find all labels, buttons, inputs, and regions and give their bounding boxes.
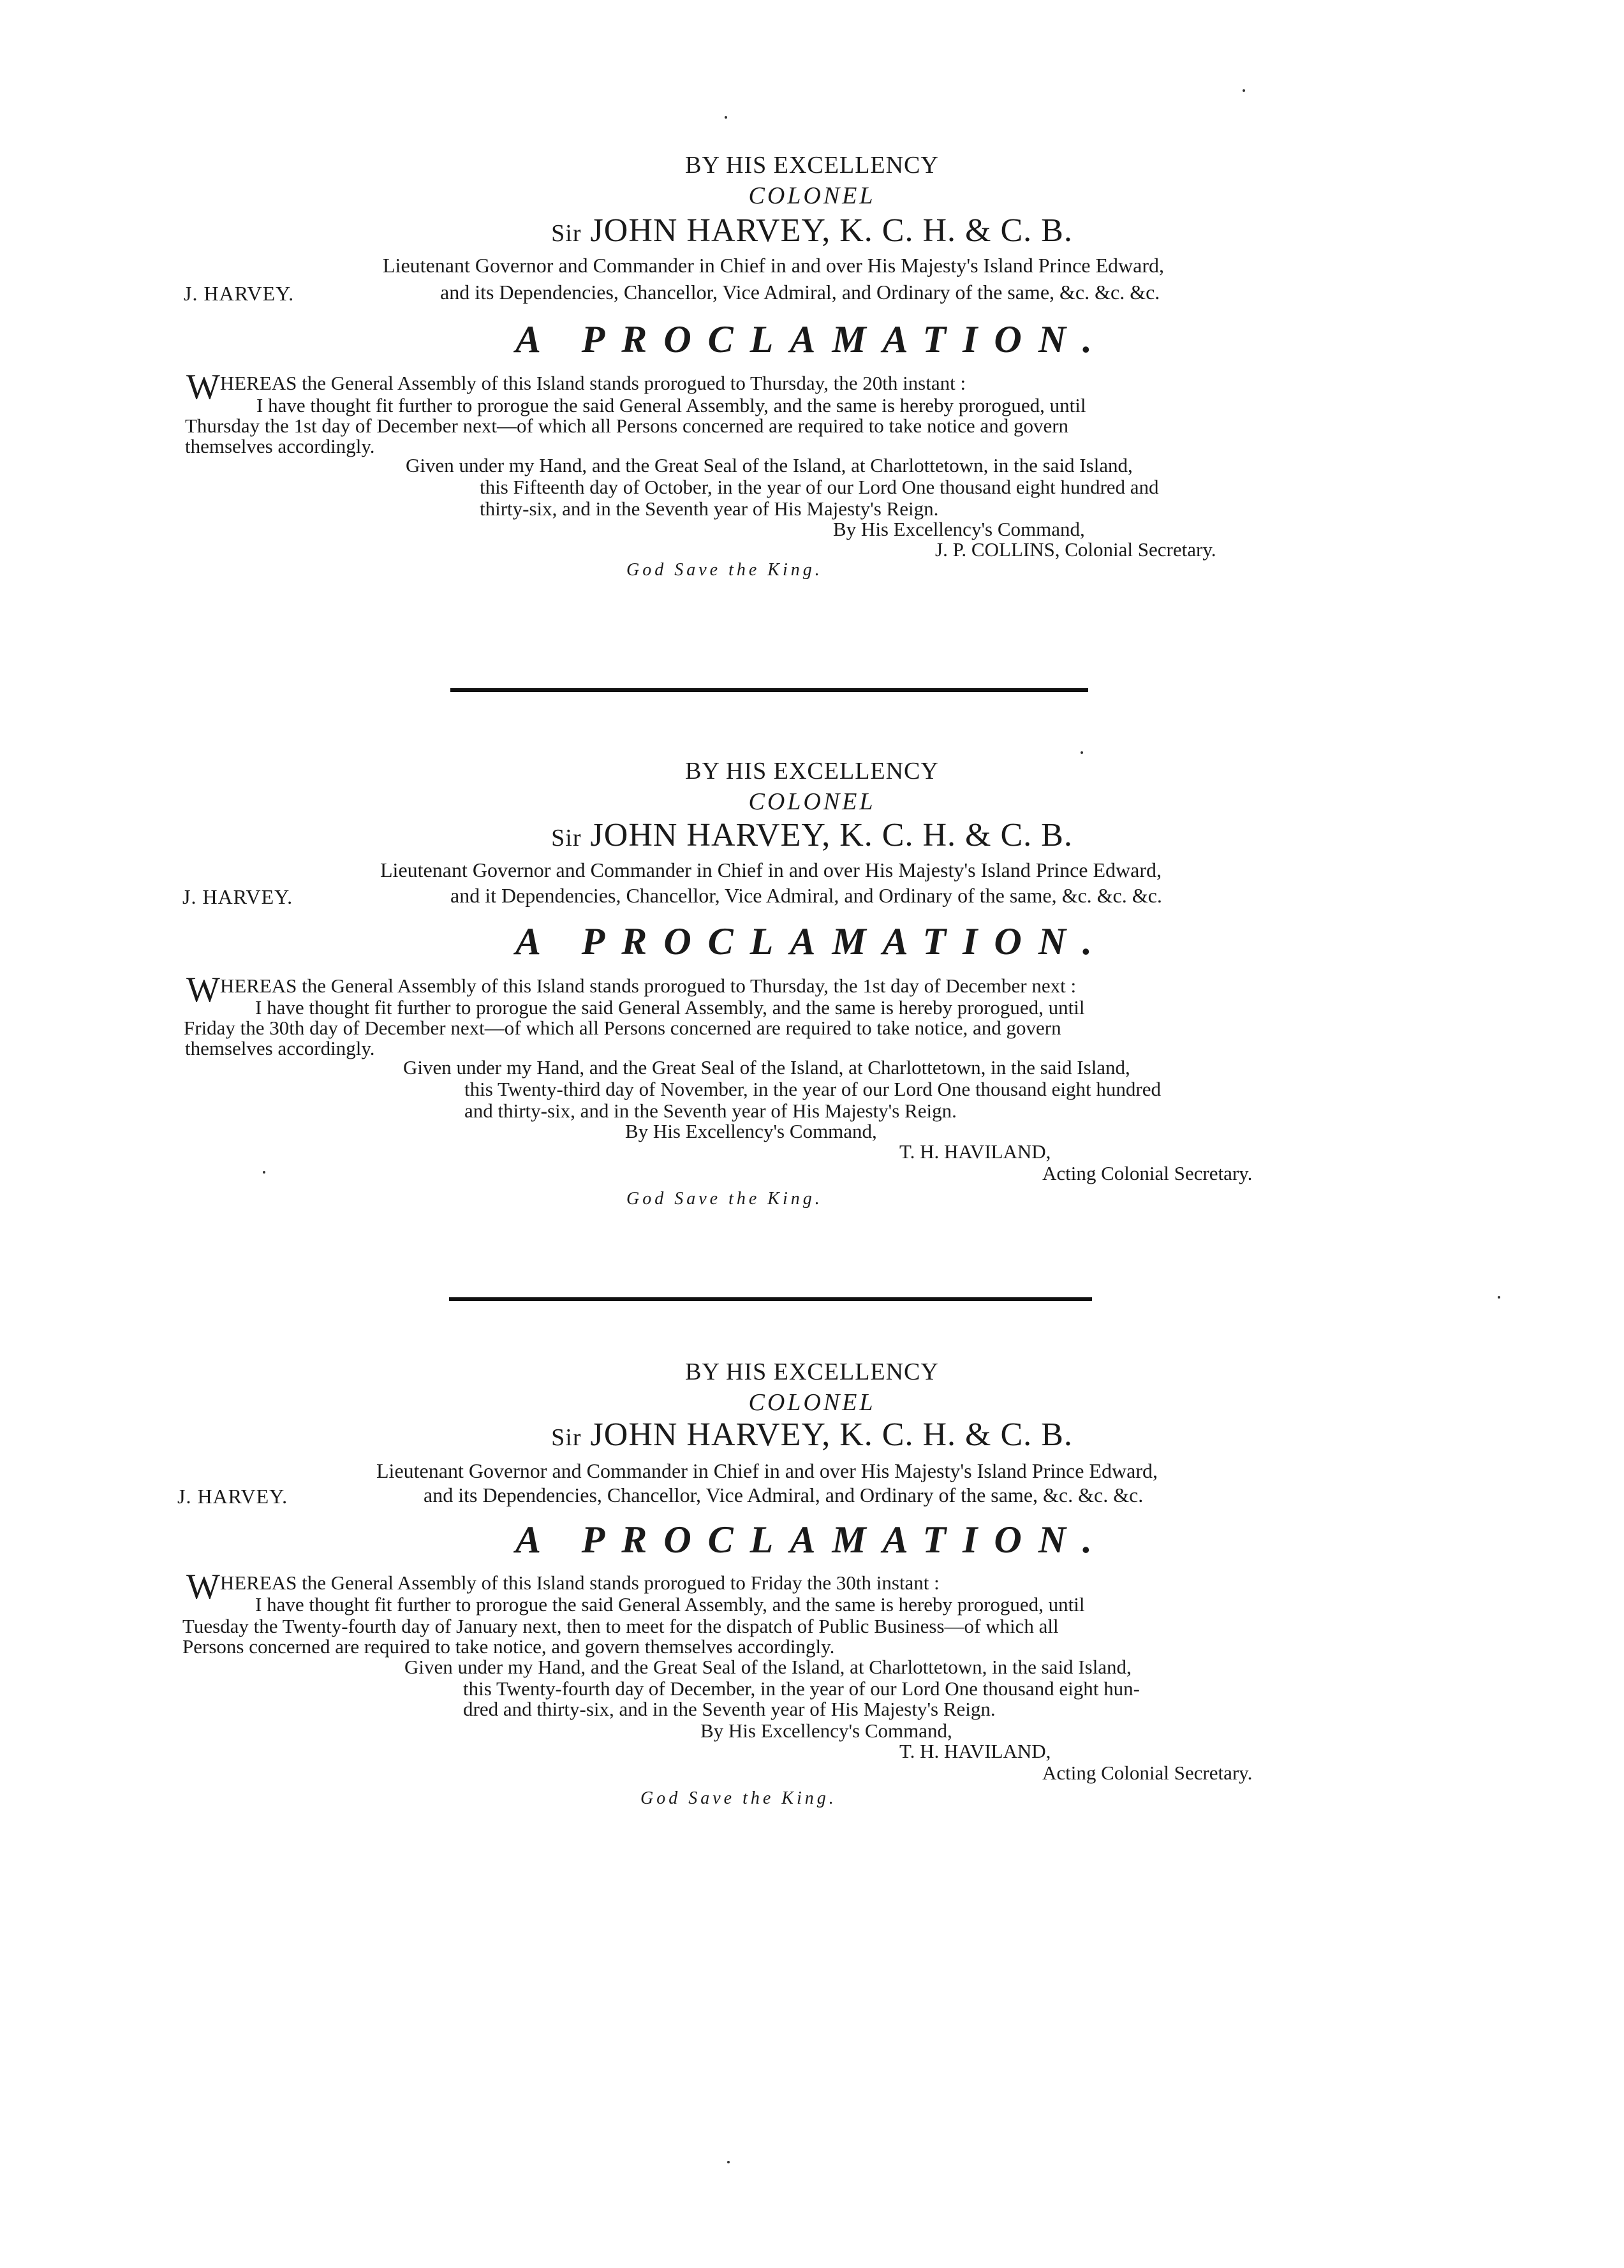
print-speck [1243, 89, 1245, 92]
body-line-2: I have thought fit further to prorogue the said General Assembly, and the same is hereby prorogued, until [255, 1593, 1085, 1616]
governor-signature: J. HARVEY. [177, 1485, 288, 1508]
body-line-4: themselves accordingly. [185, 435, 375, 457]
proclamation-heading: A PROCLAMATION. [515, 920, 1109, 962]
body-line-4: Persons concerned are required to take notice, and govern themselves accordingly. [182, 1635, 835, 1658]
secretary-title: Acting Colonial Secretary. [1042, 1762, 1253, 1784]
god-save-the-king: God Save the King. [626, 560, 823, 580]
proclamation-heading: A PROCLAMATION. [515, 318, 1109, 360]
name-prefix: Sir [551, 1424, 582, 1451]
secretary-name: T. H. HAVILAND, [899, 1140, 1051, 1163]
title-line-2: and its Dependencies, Chancellor, Vice Admiral, and Ordinary of the same, &c. &c. &c. [424, 1484, 1144, 1506]
title-line-2: and it Dependencies, Chancellor, Vice Admiral, and Ordinary of the same, &c. &c. &c. [450, 884, 1162, 907]
print-speck [1498, 1296, 1500, 1299]
print-speck [263, 1171, 265, 1174]
body-text: HEREAS the General Assembly of this Island stands prorogued to Friday the 30th instant : [219, 1572, 940, 1594]
body-text: HEREAS the General Assembly of this Island stands prorogued to Thursday, the 20th instant : [219, 372, 966, 394]
print-speck [1081, 751, 1083, 754]
by-command: By His Excellency's Command, [700, 1719, 952, 1742]
drop-cap: W [186, 367, 220, 407]
governor-name [0, 819, 1624, 852]
by-his-excellency: BY HIS EXCELLENCY [685, 152, 939, 179]
drop-cap: W [186, 970, 220, 1010]
body-text: HEREAS the General Assembly of this Island stands prorogued to Thursday, the 1st day of December next : [219, 975, 1077, 997]
given-line-1: Given under my Hand, and the Great Seal of the Island, at Charlottetown, in the said Island, [406, 454, 1133, 476]
body-line-3: Thursday the 1st day of December next—of which all Persons concerned are required to take notice and govern [185, 415, 1069, 437]
secretary-name: T. H. HAVILAND, [899, 1740, 1051, 1762]
divider-rule [449, 1297, 1092, 1301]
given-line-2: this Fifteenth day of October, in the year of our Lord One thousand eight hundred and [480, 476, 1159, 498]
given-line-2: this Twenty-third day of November, in the year of our Lord One thousand eight hundred [464, 1078, 1161, 1100]
colonel-label: COLONEL [748, 788, 876, 815]
secretary-name: J. P. COLLINS, Colonial Secretary. [935, 538, 1216, 561]
governor-signature: J. HARVEY. [184, 282, 295, 305]
body-line-2: I have thought fit further to prorogue the said General Assembly, and the same is hereby prorogued, until [255, 996, 1085, 1019]
by-his-excellency: BY HIS EXCELLENCY [685, 758, 939, 784]
body-line-4: themselves accordingly. [185, 1037, 375, 1059]
proclamation-heading: A PROCLAMATION. [515, 1519, 1109, 1561]
given-line-3: dred and thirty-six, and in the Seventh year of His Majesty's Reign. [463, 1698, 996, 1720]
god-save-the-king: God Save the King. [626, 1189, 823, 1209]
title-line-1: Lieutenant Governor and Commander in Chief in and over His Majesty's Island Prince Edward, [380, 858, 1162, 881]
name-main: JOHN HARVEY, K. C. H. & C. B. [581, 212, 1073, 249]
colonel-label: COLONEL [748, 1389, 876, 1416]
given-line-2: this Twenty-fourth day of December, in the year of our Lord One thousand eight hun- [463, 1677, 1140, 1700]
body-line-2: I have thought fit further to prorogue the said General Assembly, and the same is hereby prorogued, until [256, 394, 1086, 416]
given-line-1: Given under my Hand, and the Great Seal of the Island, at Charlottetown, in the said Island, [403, 1056, 1130, 1079]
print-speck [725, 116, 727, 119]
title-line-1: Lieutenant Governor and Commander in Chief in and over His Majesty's Island Prince Edward, [383, 254, 1165, 277]
print-speck [727, 2161, 730, 2163]
title-line-1: Lieutenant Governor and Commander in Chief in and over His Majesty's Island Prince Edward, [376, 1459, 1158, 1482]
by-command: By His Excellency's Command, [833, 518, 1085, 540]
drop-cap: W [186, 1567, 220, 1607]
god-save-the-king: God Save the King. [640, 1788, 837, 1808]
body-line-3: Tuesday the Twenty-fourth day of January next, then to meet for the dispatch of Public Business—of which all [182, 1615, 1059, 1637]
name-prefix: Sir [551, 220, 582, 247]
name-prefix: Sir [551, 825, 582, 851]
given-line-1: Given under my Hand, and the Great Seal of the Island, at Charlottetown, in the said Island, [404, 1656, 1132, 1678]
given-line-3: thirty-six, and in the Seventh year of His Majesty's Reign. [480, 497, 939, 520]
title-line-2: and its Dependencies, Chancellor, Vice Admiral, and Ordinary of the same, &c. &c. &c. [440, 281, 1160, 304]
by-command: By His Excellency's Command, [625, 1120, 877, 1142]
name-main: JOHN HARVEY, K. C. H. & C. B. [581, 1417, 1073, 1453]
divider-rule [450, 688, 1088, 692]
governor-signature: J. HARVEY. [182, 885, 293, 908]
governor-name [0, 214, 1624, 247]
body-line-3: Friday the 30th day of December next—of which all Persons concerned are required to take notice, and govern [184, 1017, 1061, 1039]
colonel-label: COLONEL [748, 182, 876, 209]
name-main: JOHN HARVEY, K. C. H. & C. B. [581, 817, 1073, 853]
governor-name [0, 1418, 1624, 1452]
secretary-title: Acting Colonial Secretary. [1042, 1162, 1253, 1184]
by-his-excellency: BY HIS EXCELLENCY [685, 1359, 939, 1385]
given-line-3: and thirty-six, and in the Seventh year of His Majesty's Reign. [464, 1100, 957, 1122]
